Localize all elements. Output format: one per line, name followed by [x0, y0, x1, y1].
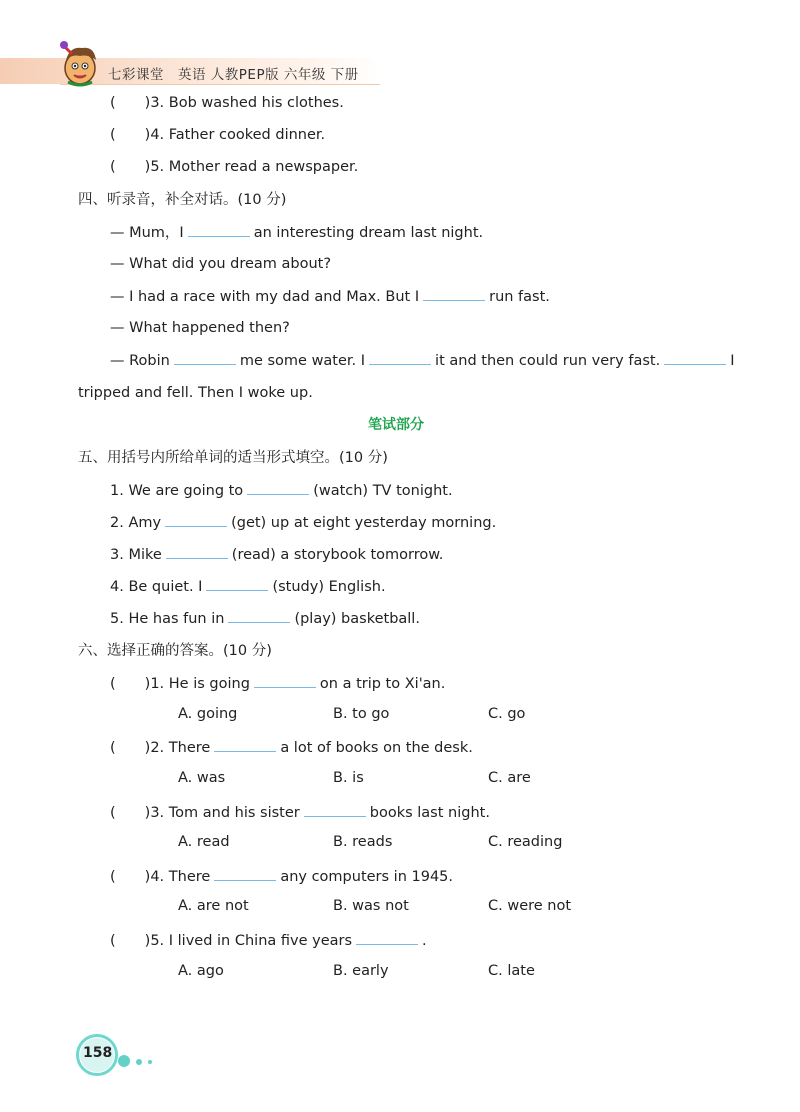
question-text: books last night. [369, 805, 490, 821]
question-text: any computers in 1945. [280, 869, 454, 885]
answer-blank[interactable] [206, 576, 268, 591]
answer-blank[interactable] [369, 350, 431, 365]
item-text: (play) basketball. [294, 611, 420, 627]
question-row [110, 673, 445, 694]
answer-blank[interactable] [214, 866, 276, 881]
answer-paren[interactable]: ( ) [110, 127, 151, 143]
option-c[interactable]: C. reading [488, 834, 563, 850]
answer-blank[interactable] [165, 512, 227, 527]
decor-dot [136, 1059, 142, 1065]
line-text: — Mum，I [110, 225, 184, 241]
list-item [110, 544, 443, 565]
item-text: (watch) TV tonight. [313, 483, 453, 499]
item-text: 4. Father cooked dinner. [150, 127, 326, 143]
item-text: 5. Mother read a newspaper. [150, 159, 359, 175]
option-b[interactable]: B. to go [333, 706, 390, 722]
answer-blank[interactable] [228, 608, 290, 623]
dialogue-line [110, 350, 734, 371]
item-text: 5. He has fun in [110, 611, 225, 627]
option-a[interactable]: A. are not [178, 898, 249, 914]
dialogue-line: — What happened then? [110, 320, 290, 336]
item-text: 1. We are going to [110, 483, 244, 499]
option-c[interactable]: C. go [488, 706, 526, 722]
answer-blank[interactable] [423, 286, 485, 301]
header-rule [60, 84, 380, 85]
option-a[interactable]: A. read [178, 834, 230, 850]
option-b[interactable]: B. is [333, 770, 364, 786]
question-text: 2. There [150, 740, 211, 756]
answer-paren[interactable]: ( ) [110, 676, 151, 692]
answer-blank[interactable] [247, 480, 309, 495]
dialogue-line [110, 286, 550, 307]
question-text: . [422, 933, 427, 949]
list-item [110, 157, 358, 177]
option-b[interactable]: B. was not [333, 898, 409, 914]
answer-blank[interactable] [356, 930, 418, 945]
question-row [110, 737, 473, 758]
item-text: 3. Mike [110, 547, 162, 563]
answer-blank[interactable] [174, 350, 236, 365]
option-c[interactable]: C. are [488, 770, 531, 786]
line-text: me some water. I [239, 353, 366, 369]
question-text: 4. There [150, 869, 211, 885]
answer-paren[interactable]: ( ) [110, 869, 151, 885]
item-text: 2. Amy [110, 515, 162, 531]
line-text: — Robin [110, 353, 170, 369]
section-title-part4: 四、听录音，补全对话。(10 分) [78, 192, 287, 208]
option-c[interactable]: C. were not [488, 898, 572, 914]
dialogue-line: tripped and fell. Then I woke up. [78, 385, 313, 401]
answer-blank[interactable] [188, 222, 250, 237]
option-b[interactable]: B. reads [333, 834, 393, 850]
written-part-title: 笔试部分 [368, 417, 424, 433]
item-text: (read) a storybook tomorrow. [231, 547, 444, 563]
dialogue-line: — What did you dream about? [110, 256, 332, 272]
answer-paren[interactable]: ( ) [110, 740, 151, 756]
question-row [110, 802, 490, 823]
list-item [110, 125, 325, 145]
line-text: it and then could run very fast. [435, 353, 661, 369]
answer-paren[interactable]: ( ) [110, 933, 151, 949]
question-text: 5. I lived in China five years [150, 933, 353, 949]
answer-blank[interactable] [254, 673, 316, 688]
list-item [110, 512, 496, 533]
option-a[interactable]: A. ago [178, 963, 224, 979]
header-title: 七彩课堂 英语 人教PEP版 六年级 下册 [108, 67, 359, 83]
answer-blank[interactable] [664, 350, 726, 365]
answer-blank[interactable] [304, 802, 366, 817]
line-text: run fast. [489, 289, 550, 305]
page-number: 158 [83, 1045, 113, 1061]
answer-paren[interactable]: ( ) [110, 95, 151, 111]
line-text: an interesting dream last night. [253, 225, 484, 241]
option-a[interactable]: A. was [178, 770, 226, 786]
item-text: 4. Be quiet. I [110, 579, 203, 595]
section-title-part6: 六、选择正确的答案。(10 分) [78, 643, 272, 659]
question-text: on a trip to Xi'an. [319, 676, 446, 692]
answer-blank[interactable] [214, 737, 276, 752]
answer-blank[interactable] [166, 544, 228, 559]
question-row [110, 930, 427, 951]
list-item [110, 480, 453, 501]
question-text: 1. He is going [150, 676, 250, 692]
item-text: (study) English. [272, 579, 386, 595]
decor-dot [118, 1055, 130, 1067]
list-item [110, 576, 386, 597]
line-text: — I had a race with my dad and Max. But I [110, 289, 420, 305]
answer-paren[interactable]: ( ) [110, 805, 151, 821]
question-row [110, 866, 453, 887]
question-text: 3. Tom and his sister [150, 805, 300, 821]
item-text: 3. Bob washed his clothes. [150, 95, 344, 111]
option-c[interactable]: C. late [488, 963, 535, 979]
dialogue-line [110, 222, 483, 243]
question-text: a lot of books on the desk. [280, 740, 473, 756]
list-item [110, 608, 420, 629]
line-text: I [730, 353, 735, 369]
option-b[interactable]: B. early [333, 963, 389, 979]
answer-paren[interactable]: ( ) [110, 159, 151, 175]
section-title-part5: 五、用括号内所给单词的适当形式填空。(10 分) [78, 450, 388, 466]
item-text: (get) up at eight yesterday morning. [231, 515, 497, 531]
list-item [110, 93, 344, 113]
mascot-kid-icon [56, 38, 104, 88]
decor-dot [148, 1060, 152, 1064]
option-a[interactable]: A. going [178, 706, 238, 722]
